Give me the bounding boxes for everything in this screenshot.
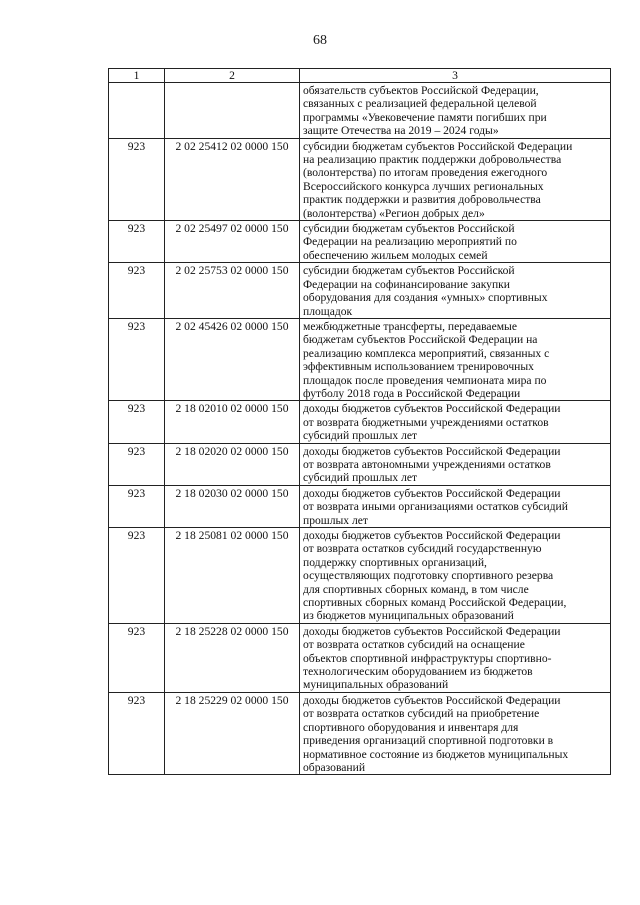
table-row [109, 528, 611, 624]
description-line: бюджетам субъектов Российской Федерации на [303, 333, 538, 347]
description-line: доходы бюджетов субъектов Российской Федерации [303, 402, 561, 416]
admin-code-cell [109, 83, 165, 139]
description-line: практик поддержки и развития добровольчества [303, 193, 541, 207]
description-line: Федерации на реализацию мероприятий по [303, 235, 517, 249]
description-line: от возврата бюджетными учреждениями остатков [303, 415, 549, 429]
page-number: 68 [313, 33, 327, 48]
description-line: реализацию комплекса мероприятий, связанных с [303, 346, 550, 360]
admin-code-cell: 923 [109, 138, 165, 220]
budget-code-cell: 2 18 25081 02 0000 150 [165, 528, 300, 624]
description-line: спортивных сборных команд Российской Федерации, [303, 596, 567, 610]
description-line: футболу 2018 года в Российской Федерации [303, 386, 521, 400]
admin-code-cell: 923 [109, 318, 165, 400]
table-row [109, 623, 611, 692]
table-row [109, 485, 611, 527]
description-line: обязательств субъектов Российской Федерации, [303, 84, 539, 97]
description-cell [300, 485, 611, 527]
description-line: от возврата иными организациями остатков субсидий [303, 500, 568, 514]
description-line: площадок [303, 304, 353, 318]
admin-code-cell: 923 [109, 221, 165, 263]
description-cell [300, 401, 611, 443]
table-row [109, 83, 611, 139]
description-line: (волонтерства) по итогам проведения ежегодного [303, 166, 548, 180]
table-row [109, 443, 611, 485]
budget-code-cell: 2 02 25412 02 0000 150 [165, 138, 300, 220]
admin-code-cell: 923 [109, 263, 165, 319]
description-line: субсидии бюджетам субъектов Российской [303, 264, 515, 278]
budget-code-cell: 2 18 25229 02 0000 150 [165, 692, 300, 774]
description-cell [300, 318, 611, 400]
description-line: субсидии бюджетам субъектов Российской [303, 222, 515, 236]
description-line: от возврата остатков субсидий на оснащение [303, 638, 525, 652]
description-cell [300, 138, 611, 220]
admin-code-cell: 923 [109, 528, 165, 624]
description-line: прошлых лет [303, 513, 368, 527]
description-line: программы «Увековечение памяти погибших при [303, 110, 547, 124]
description-cell [300, 83, 611, 139]
table-header-row [109, 69, 611, 83]
admin-code-cell: 923 [109, 443, 165, 485]
description-line: Федерации на софинансирование закупки [303, 277, 511, 291]
admin-code-cell: 923 [109, 485, 165, 527]
description-line: доходы бюджетов субъектов Российской Федерации [303, 693, 561, 707]
budget-code-cell: 2 18 02030 02 0000 150 [165, 485, 300, 527]
description-cell [300, 692, 611, 774]
description-line: от возврата остатков субсидий на приобретение [303, 707, 540, 721]
description-line: поддержку спортивных организаций, [303, 555, 487, 569]
description-line: нормативное состояние из бюджетов муниципальных [303, 747, 569, 761]
admin-code-cell: 923 [109, 692, 165, 774]
description-line: субсидий прошлых лет [303, 429, 418, 443]
description-line: защите Отечества на 2019 – 2024 годы» [303, 124, 499, 138]
budget-code-cell: 2 18 02010 02 0000 150 [165, 401, 300, 443]
table-row [109, 401, 611, 443]
description-cell [300, 263, 611, 319]
description-line: (волонтерства) «Регион добрых дел» [303, 206, 485, 220]
description-line: образований [303, 760, 366, 774]
description-line: для спортивных сборных команд, в том числе [303, 582, 529, 596]
revenue-codes-table [108, 68, 611, 775]
description-line: из бюджетов муниципальных образований [303, 609, 514, 623]
budget-code-cell [165, 83, 300, 139]
description-line: от возврата остатков субсидий государственную [303, 542, 542, 556]
table-row [109, 318, 611, 400]
header-col-1: 1 [109, 69, 165, 83]
description-line: оборудования для создания «умных» спортивных [303, 291, 548, 305]
description-line: осуществляющих подготовку спортивного резерва [303, 569, 554, 583]
table-row [109, 692, 611, 774]
header-col-3: 3 [300, 69, 611, 83]
description-line: Всероссийского конкурса лучших региональных [303, 179, 544, 193]
description-line: спортивного оборудования и инвентаря для [303, 720, 519, 734]
description-line: субсидии бюджетам субъектов Российской Федерации [303, 139, 573, 153]
description-line: субсидий прошлых лет [303, 471, 418, 485]
description-line: эффективным использованием тренировочных [303, 360, 534, 374]
budget-code-cell: 2 18 02020 02 0000 150 [165, 443, 300, 485]
budget-code-cell: 2 02 45426 02 0000 150 [165, 318, 300, 400]
table-row [109, 221, 611, 263]
description-cell [300, 221, 611, 263]
admin-code-cell: 923 [109, 401, 165, 443]
description-line: доходы бюджетов субъектов Российской Федерации [303, 529, 561, 542]
budget-code-cell: 2 18 25228 02 0000 150 [165, 623, 300, 692]
header-col-2: 2 [165, 69, 300, 83]
description-line: от возврата автономными учреждениями остатков [303, 457, 551, 471]
description-line: площадок после проведения чемпионата мира по [303, 373, 547, 387]
admin-code-cell: 923 [109, 623, 165, 692]
description-line: технологическим оборудованием из бюджетов [303, 665, 533, 679]
budget-code-cell: 2 02 25497 02 0000 150 [165, 221, 300, 263]
description-line: на реализацию практик поддержки добровольчества [303, 153, 562, 167]
description-line: доходы бюджетов субъектов Российской Федерации [303, 486, 561, 500]
table-row [109, 263, 611, 319]
description-cell [300, 623, 611, 692]
budget-code-cell: 2 02 25753 02 0000 150 [165, 263, 300, 319]
table-row [109, 138, 611, 220]
description-line: объектов спортивной инфраструктуры спортивно- [303, 651, 552, 665]
description-line: приведения организаций спортивной подготовки в [303, 734, 554, 748]
description-line: доходы бюджетов субъектов Российской Федерации [303, 624, 561, 638]
description-line: связанных с реализацией федеральной целевой [303, 97, 537, 111]
description-line: доходы бюджетов субъектов Российской Федерации [303, 444, 561, 458]
description-cell [300, 528, 611, 624]
description-line: межбюджетные трансферты, передаваемые [303, 319, 517, 333]
description-line: обеспечению жильем молодых семей [303, 248, 488, 262]
description-cell [300, 443, 611, 485]
description-line: муниципальных образований [303, 678, 449, 692]
